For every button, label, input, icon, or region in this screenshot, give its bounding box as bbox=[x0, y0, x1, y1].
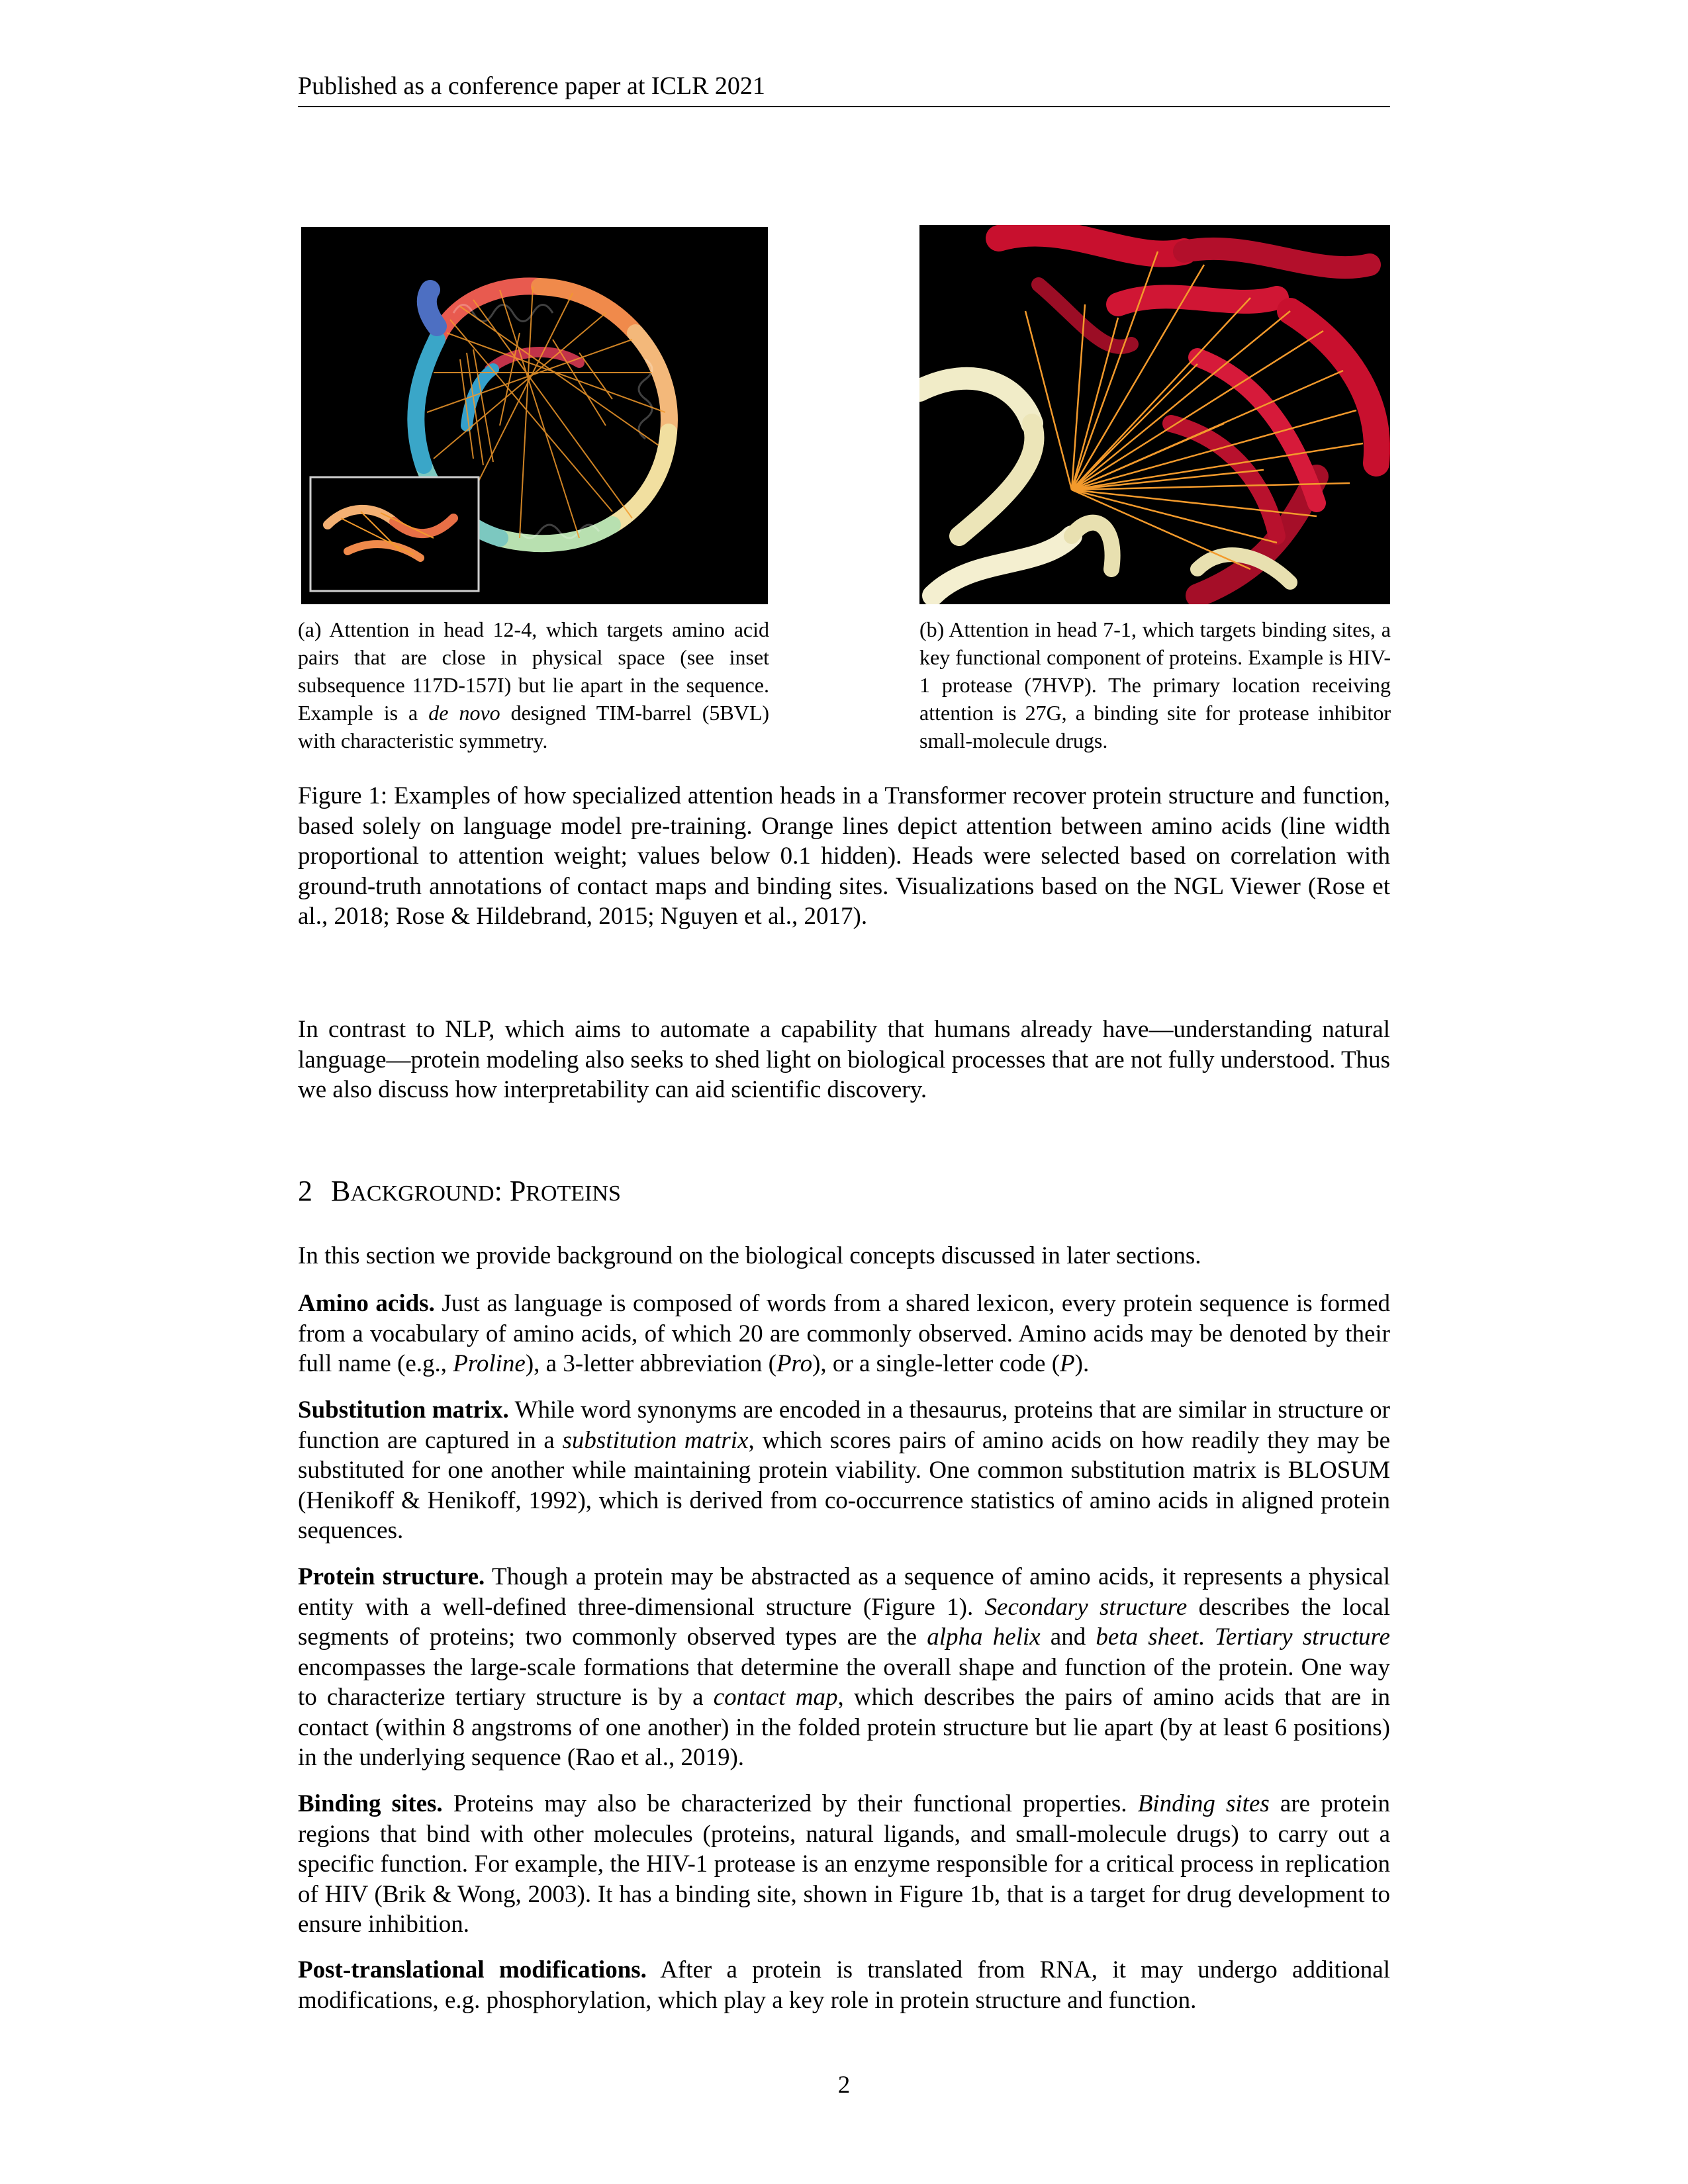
paragraph-protein-structure: Protein structure. Though a protein may be abstracted as a sequence of amino acids, it represents a physical entity with a well-defined three-dimensional structure (Figure 1). Secondary structure describes the local segments of proteins; two commonly observed types are the alpha helix and beta sheet. Tertiary structure encompasses the large-scale formations that determine the overall shape and function of the protein. One way to characterize tertiary structure is by a contact map, which describes the pairs of amino acids that are in contact (within 8 angstroms of one another) in the folded protein structure but lie apart (by at least 6 positions) in the underlying sequence (Rao et al., 2019). bbox=[298, 1563, 1391, 1771]
figure-1b-caption: (b) Attention in head 7-1, which targets binding sites, a key functional component of proteins. Example is HIV-1 protease (7HVP). The primary location receiving attention is 27G, a binding site for protease inhibitor small-molecule drugs. bbox=[919, 617, 1391, 752]
paragraph-post-translational: Post-translational modifications. After a protein is translated from RNA, it may undergo additional modifications, e.g. phosphorylation, which play a key role in protein structure and function. bbox=[298, 1956, 1390, 2014]
section-heading: 2 BACKGROUND: PROTEINS bbox=[298, 1175, 621, 1207]
page-number: 2 bbox=[837, 2071, 851, 2099]
section-intro: In this section we provide background on the biological concepts discussed in later sections. bbox=[298, 1242, 1201, 1269]
figure-1a-caption: (a) Attention in head 12-4, which targets amino acid pairs that are close in physical space (see inset subsequence 117D-157I) but lie apart in the sequence. Example is a de novo designed TIM-barrel (5BVL) with characteristic symmetry. bbox=[298, 617, 770, 752]
figure-1-caption: Figure 1: Examples of how specialized attention heads in a Transformer recover protein structure and function, based solely on language model pre-training. Orange lines depict attention between amino acids (line width proportional to attention weight; values below 0.1 hidden). Heads were selected based on correlation with ground-truth annotations of contact maps and binding sites. Visualizations based on the NGL Viewer (Rose et al., 2018; Rose & Hildebrand, 2015; Nguyen et al., 2017). bbox=[298, 782, 1390, 930]
intro-paragraph: In contrast to NLP, which aims to automate a capability that humans already have—understanding natural language—protein modeling also seeks to shed light on biological processes that are not fully understood. Thus we also discuss how interpretability can aid scientific discovery. bbox=[298, 1016, 1390, 1103]
figure-1b-image bbox=[919, 225, 1390, 604]
paragraph-binding-sites: Binding sites. Proteins may also be characterized by their functional properties. Binding sites are protein regions that bind with other molecules (proteins, natural ligands, and small-molecule drugs) to carry out a specific function. For example, the HIV-1 protease is an enzyme responsible for a critical process in replication of HIV (Brik & Wong, 2003). It has a binding site, shown in Figure 1b, that is a target for drug development to ensure inhibition. bbox=[298, 1790, 1390, 1938]
running-header: Published as a conference paper at ICLR 2021 bbox=[298, 70, 1390, 107]
paragraph-amino-acids: Amino acids. Just as language is composed of words from a shared lexicon, every protein sequence is formed from a vocabulary of amino acids, of which 20 are commonly observed. Amino acids may be denoted by their full name (e.g., Proline), a 3-letter abbreviation (Pro), or a single-letter code (P). bbox=[298, 1290, 1391, 1377]
figure-1a-image bbox=[301, 227, 768, 604]
paragraph-substitution-matrix: Substitution matrix. While word synonyms are encoded in a thesaurus, proteins that are similar in structure or function are captured in a substitution matrix, which scores pairs of amino acids on how readily they may be substituted for one another while maintaining protein viability. One common substitution matrix is BLOSUM (Henikoff & Henikoff, 1992), which is derived from co-occurrence statistics of amino acids in aligned protein sequences. bbox=[298, 1396, 1390, 1544]
